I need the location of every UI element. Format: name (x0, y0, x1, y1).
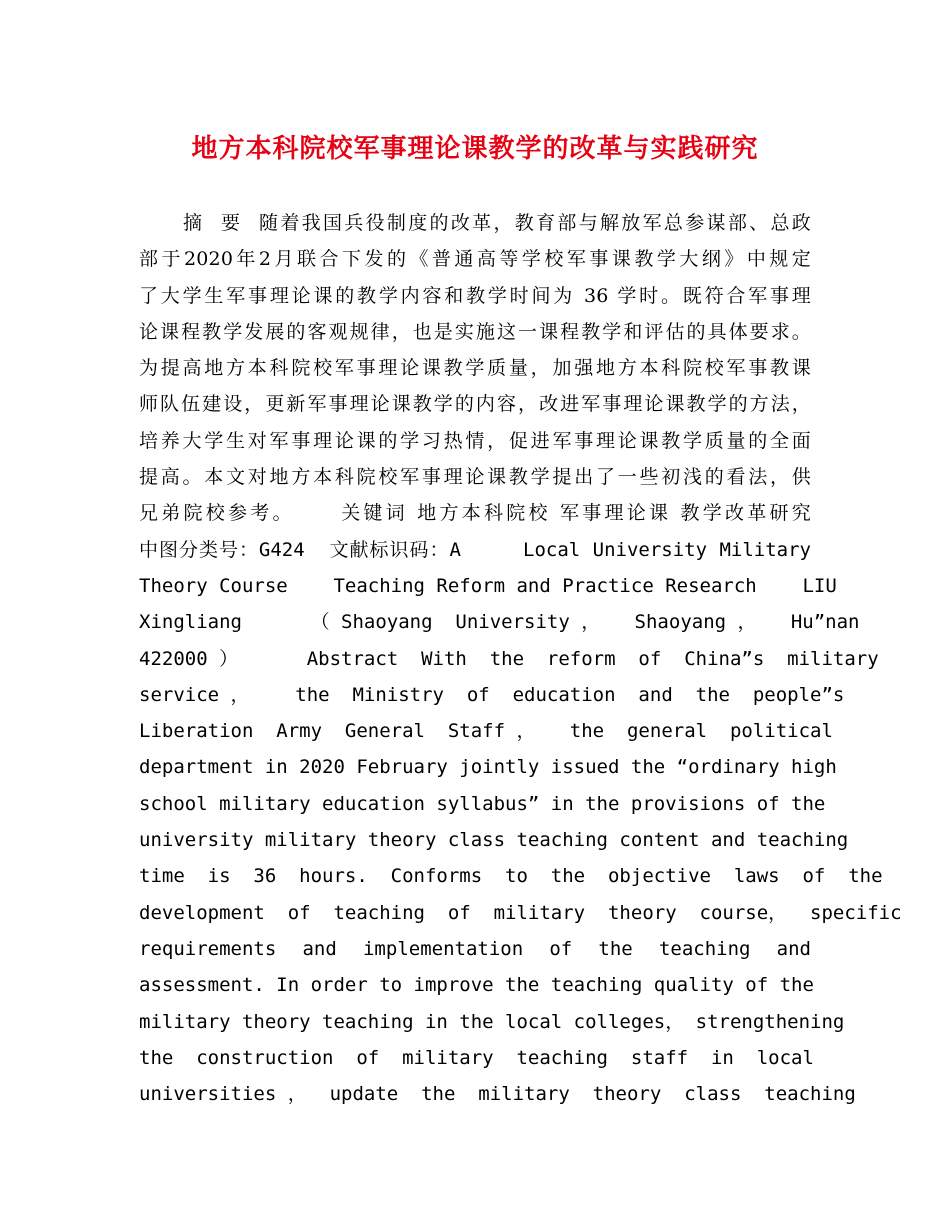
text-line: 兄弟院校参考。 关键词 地方本科院校 军事理论课 教学改革研究 (139, 502, 811, 525)
text-line: 422000 ） Abstract With the reform of China”s military (139, 647, 879, 670)
text-line: service ， the Ministry of education and the people”s (139, 683, 845, 706)
text-line: development of teaching of military theory course， specific (139, 901, 902, 924)
text-line: the construction of military teaching staff in local (139, 1046, 814, 1069)
text-line: 培养大学生对军事理论课的学习热情，促进军事理论课教学质量的全面 (139, 429, 811, 452)
text-line: 部于2020年2月联合下发的《普通高等学校军事课教学大纲》中规定 (139, 248, 811, 271)
text-line: 摘 要 随着我国兵役制度的改革，教育部与解放军总参谋部、总政 (183, 212, 811, 234)
abstract-body (139, 205, 902, 1112)
text-line: requirements and implementation of the teaching and (139, 937, 811, 960)
text-line: universities ， update the military theory class teaching (139, 1083, 856, 1106)
text-line: 中图分类号：G424 文献标识码：A Local University Military (139, 538, 811, 561)
text-line: department in 2020 February jointly issued the “ordinary high (139, 756, 837, 779)
text-line: time is 36 hours. Conforms to the objective laws of the (139, 865, 883, 888)
text-line: Xingliang （ Shaoyang University ， Shaoyang ， Hu”nan (139, 611, 860, 634)
text-line: Theory Course Teaching Reform and Practice Research LIU (139, 574, 837, 597)
text-line: school military education syllabus” in the provisions of the (139, 792, 826, 815)
text-line: assessment. In order to improve the teaching quality of the (139, 974, 814, 997)
text-line: Liberation Army General Staff ， the general political (139, 720, 833, 743)
text-line: 师队伍建设，更新军事理论课教学的内容，改进军事理论课教学的方法， (139, 393, 811, 416)
text-line: university military theory class teaching content and teaching (139, 829, 849, 852)
text-line: 了大学生军事理论课的教学内容和教学时间为 36 学时。既符合军事理 (139, 284, 811, 307)
text-line: 为提高地方本科院校军事理论课教学质量，加强地方本科院校军事教课 (139, 357, 811, 380)
document-title: 地方本科院校军事理论课教学的改革与实践研究 (191, 134, 759, 164)
text-line: 提高。本文对地方本科院校军事理论课教学提出了一些初浅的看法，供 (139, 466, 811, 489)
text-line: 论课程教学发展的客观规律，也是实施这一课程教学和评估的具体要求。 (139, 320, 811, 343)
text-line: military theory teaching in the local colleges， strengthening (139, 1010, 845, 1033)
